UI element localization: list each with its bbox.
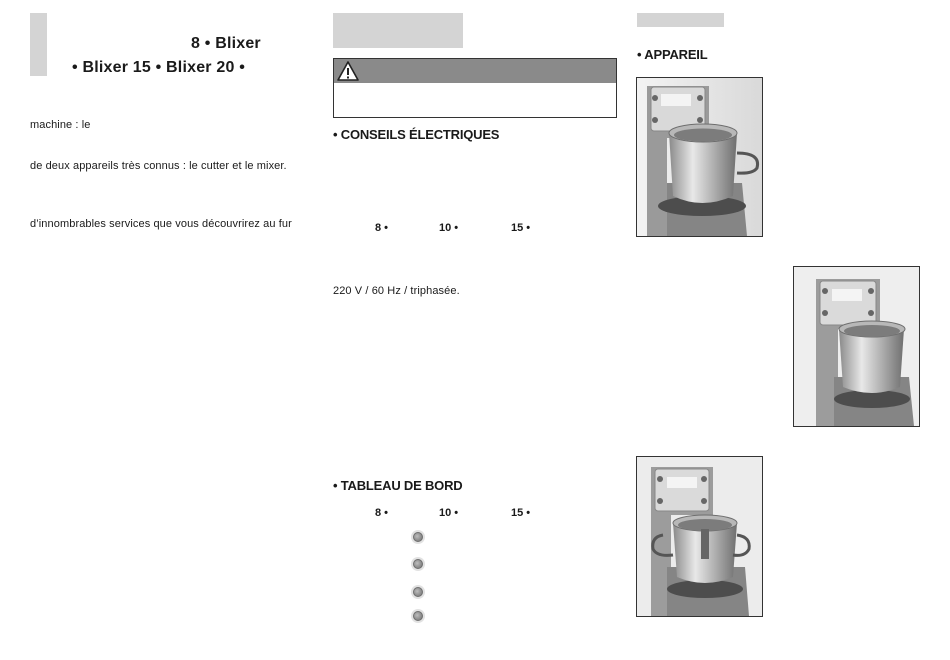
blixer-machine-image: [637, 457, 762, 616]
product-photo-blixer-15: [636, 77, 763, 237]
blixer-machine-image: [794, 267, 919, 426]
conseils-electriques-heading: • CONSEILS ÉLECTRIQUES: [333, 127, 500, 142]
model-label: 15 •: [511, 222, 531, 234]
model-label: 10 •: [439, 507, 459, 519]
indicator-light-icon: [411, 585, 425, 599]
model-label: 10 •: [439, 222, 459, 234]
indicator-light-icon: [411, 530, 425, 544]
warning-triangle-icon: [336, 60, 360, 82]
model-label: 8 •: [375, 222, 389, 234]
title-accent-bar: [30, 13, 47, 76]
section-heading-bar-right: [637, 13, 724, 27]
model-label: 8 •: [375, 507, 389, 519]
section-heading-bar: [333, 13, 463, 48]
indicator-light-icon: [411, 557, 425, 571]
title-line-1: 8 • Blixer: [191, 35, 261, 52]
appareil-heading: • APPAREIL: [637, 47, 708, 62]
indicator-light-icon: [411, 609, 425, 623]
warning-header: [334, 59, 616, 83]
title-line-2: • Blixer 15 • Blixer 20 •: [72, 59, 246, 76]
product-photo-blixer-8: [636, 456, 763, 617]
intro-paragraph-2: de deux appareils très connus : le cutter et le mixer.: [30, 160, 287, 172]
warning-box: [333, 58, 617, 118]
model-label: 15 •: [511, 507, 531, 519]
blixer-machine-image: [637, 78, 762, 236]
intro-paragraph-1: machine : le: [30, 119, 91, 131]
product-photo-blixer-10: [793, 266, 920, 427]
voltage-text: 220 V / 60 Hz / triphasée.: [333, 285, 460, 297]
intro-paragraph-3: d’innombrables services que vous découvrirez au fur: [30, 218, 292, 230]
tableau-de-bord-heading: • TABLEAU DE BORD: [333, 478, 463, 493]
